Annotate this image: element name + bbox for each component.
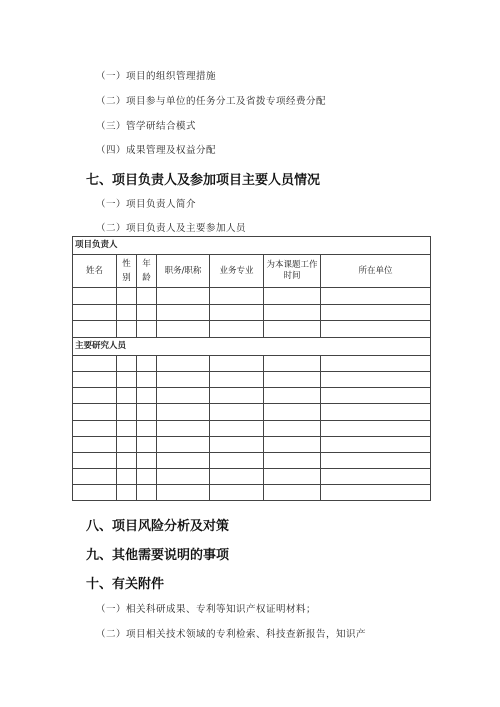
sec6-item-4: （四）成果管理及权益分配 xyxy=(96,145,217,156)
table-row xyxy=(73,485,431,501)
sec6-item-2: （二）项目参与单位的任务分工及省拨专项经费分配 xyxy=(96,96,327,107)
sec7-heading: 七、项目负责人及参加项目主要人员情况 xyxy=(86,173,321,188)
header-gender-text: 性别 xyxy=(122,259,131,283)
table-row xyxy=(73,388,431,404)
header-worktime: 为本课题工作时间 xyxy=(264,255,321,288)
sec7-item-2: （二）项目负责人及主要参加人员 xyxy=(96,223,247,234)
header-title: 职务/职称 xyxy=(157,255,210,288)
personnel-table xyxy=(72,236,431,501)
sec6-item-1: （一）项目的组织管理措施 xyxy=(96,71,217,82)
header-age xyxy=(137,255,157,288)
sec8-heading: 八、项目风险分析及对策 xyxy=(86,519,230,534)
header-gender xyxy=(117,255,137,288)
table-row xyxy=(73,288,431,305)
sec7-item-1: （一）项目负责人简介 xyxy=(96,199,197,210)
table-row xyxy=(73,404,431,420)
table-row xyxy=(73,469,431,485)
header-major: 业务专业 xyxy=(210,255,264,288)
sec10-item-1: （一）相关科研成果、专利等知识产权证明材料； xyxy=(96,604,317,615)
table-row xyxy=(73,420,431,436)
table-row xyxy=(73,355,431,371)
table-row xyxy=(73,436,431,452)
leader-section-label: 项目负责人 xyxy=(73,237,431,255)
sec10-item-2: （二）项目相关技术领域的专利检索、科技查新报告，知识产 xyxy=(96,629,367,640)
table-row xyxy=(73,371,431,387)
table-row xyxy=(73,304,431,321)
header-age-text: 年龄 xyxy=(142,259,151,283)
table-row xyxy=(73,321,431,338)
sec9-heading: 九、其他需要说明的事项 xyxy=(86,548,230,563)
header-unit: 所在单位 xyxy=(321,255,431,288)
sec10-heading: 十、有关附件 xyxy=(86,577,165,592)
table-row xyxy=(73,452,431,468)
sec6-item-3: （三）管学研结合模式 xyxy=(96,121,197,132)
members-section-label: 主要研究人员 xyxy=(73,337,431,355)
header-name: 姓名 xyxy=(73,255,117,288)
